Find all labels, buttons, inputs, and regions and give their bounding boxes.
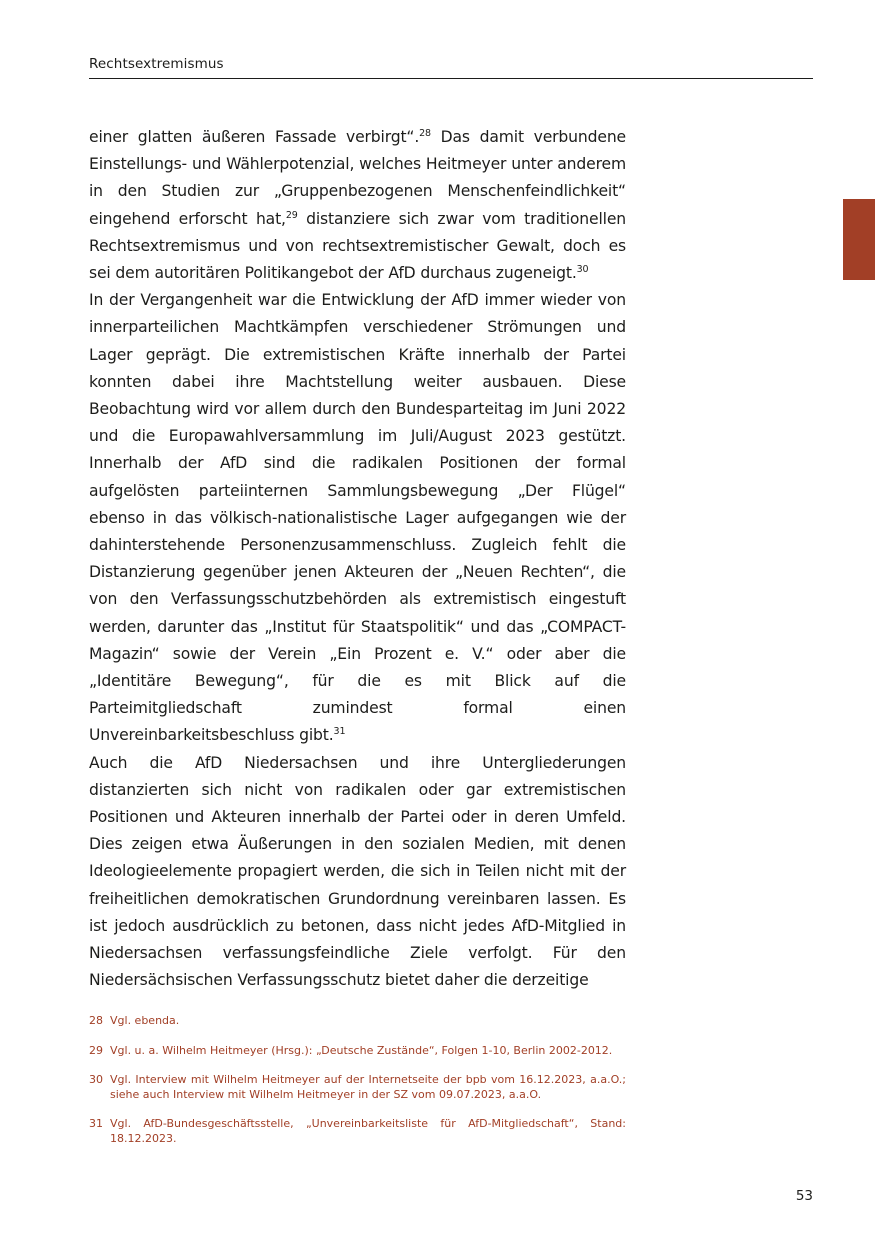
paragraph-text: In der Vergangenheit war die Entwicklung der AfD immer wieder von innerparteilichen Machtkämpfen verschiedener Strömungen und Lager geprägt. Die extremistischen Kräfte innerhalb der Partei konnten dabei ihre Machtstellung weiter ausbauen. Diese Beobachtung wird vor allem durch den Bundesparteitag im Juni 2022 und die Europawahlversammlung im Juli/August 2023 gestützt. Innerhalb der AfD sind die radikalen Positionen der formal aufgelösten parteiinternen Sammlungsbewegung „Der Flügel“ ebenso in das völkisch-nationalistische Lager aufgegangen wie der dahinterstehende Personenzusammenschluss. Zugleich fehlt die Distanzierung gegenüber jenen Akteuren der „Neuen Rechten“, die von den Verfassungsschutzbehörden als extremistisch eingestuft werden, darunter das „Institut für Staatspolitik“ und das „COMPACT-Magazin“ sowie der Verein „Ein Prozent e. V.“ oder aber die „Identitäre Bewegung“, für die es mit Blick auf die Parteimitgliedschaft zumindest formal einen Unvereinbarkeitsbeschluss gibt. (89, 291, 626, 745)
paragraph-text: einer glatten äußeren Fassade verbirgt“. (89, 128, 420, 146)
footnote (89, 1044, 626, 1059)
footnote-reference: 30 (576, 264, 589, 276)
body-paragraph (89, 287, 626, 749)
body-paragraph (89, 750, 626, 995)
footnote-reference: 28 (419, 128, 431, 139)
paragraph-text: Das damit verbundene Einstellungs- und Wählerpotenzial, welches Heitmeyer unter anderem in den Studien zur „Gruppenbezogenen Menschenfeindlichkeit“ eingehend erforscht hat, (89, 128, 626, 228)
footnote-text: Vgl. u. a. Wilhelm Heitmeyer (Hrsg.): „Deutsche Zustände“, Folgen 1-10, Berlin 2002-2012. (110, 1043, 613, 1057)
page-number: 53 (795, 1188, 813, 1204)
header-rule (89, 78, 813, 79)
footnote-text: Vgl. AfD-Bundesgeschäftsstelle, „Unvereinbarkeitsliste für AfD-Mitgliedschaft“, Stand: 18.12.2023. (110, 1117, 626, 1145)
footnote-text: Vgl. ebenda. (110, 1014, 180, 1027)
body-text (89, 124, 626, 995)
paragraph-text: Auch die AfD Niedersachsen und ihre Untergliederungen distanzierten sich nicht von radikalen oder gar extremistischen Positionen und Akteuren innerhalb der Partei oder in deren Umfeld. Dies zeigen etwa Äußerungen in den sozialen Medien, mit denen Ideologieelemente propagiert werden, die sich in Teilen nicht mit der freiheitlichen demokratischen Grundordnung vereinbaren lassen. Es ist jedoch ausdrücklich zu betonen, dass nicht jedes AfD-Mitglied in Niedersachsen verfassungsfeindliche Ziele verfolgt. Für den Niedersächsischen Verfassungsschutz bietet daher die derzeitige (89, 753, 626, 990)
paragraph-text: distanziere sich zwar vom traditionellen Rechtsextremismus und von rechtsextremistischer Gewalt, doch es sei dem autoritären Politikangebot der AfD durchaus zugeneigt. (89, 209, 626, 283)
footnote-number: 31 (89, 1117, 103, 1130)
chapter-side-tab (843, 199, 875, 280)
footnote (89, 1073, 626, 1102)
footnote-number: 29 (89, 1043, 103, 1057)
footnote (89, 1117, 626, 1146)
body-paragraph (89, 124, 626, 287)
running-head: Rechtsextremismus (89, 56, 224, 72)
footnote-text: Vgl. Interview mit Wilhelm Heitmeyer auf der Internetseite der bpb vom 16.12.2023, a.a.O.; siehe auch Interview mit Wilhelm Heitmeyer in der SZ vom 09.07.2023, a.a.O. (110, 1073, 626, 1101)
footnote-reference: 29 (285, 209, 298, 221)
footnotes (89, 1014, 626, 1161)
footnote-number: 30 (89, 1073, 103, 1086)
footnote-reference: 31 (333, 726, 346, 738)
footnote (89, 1014, 626, 1029)
footnote-number: 28 (89, 1014, 103, 1027)
